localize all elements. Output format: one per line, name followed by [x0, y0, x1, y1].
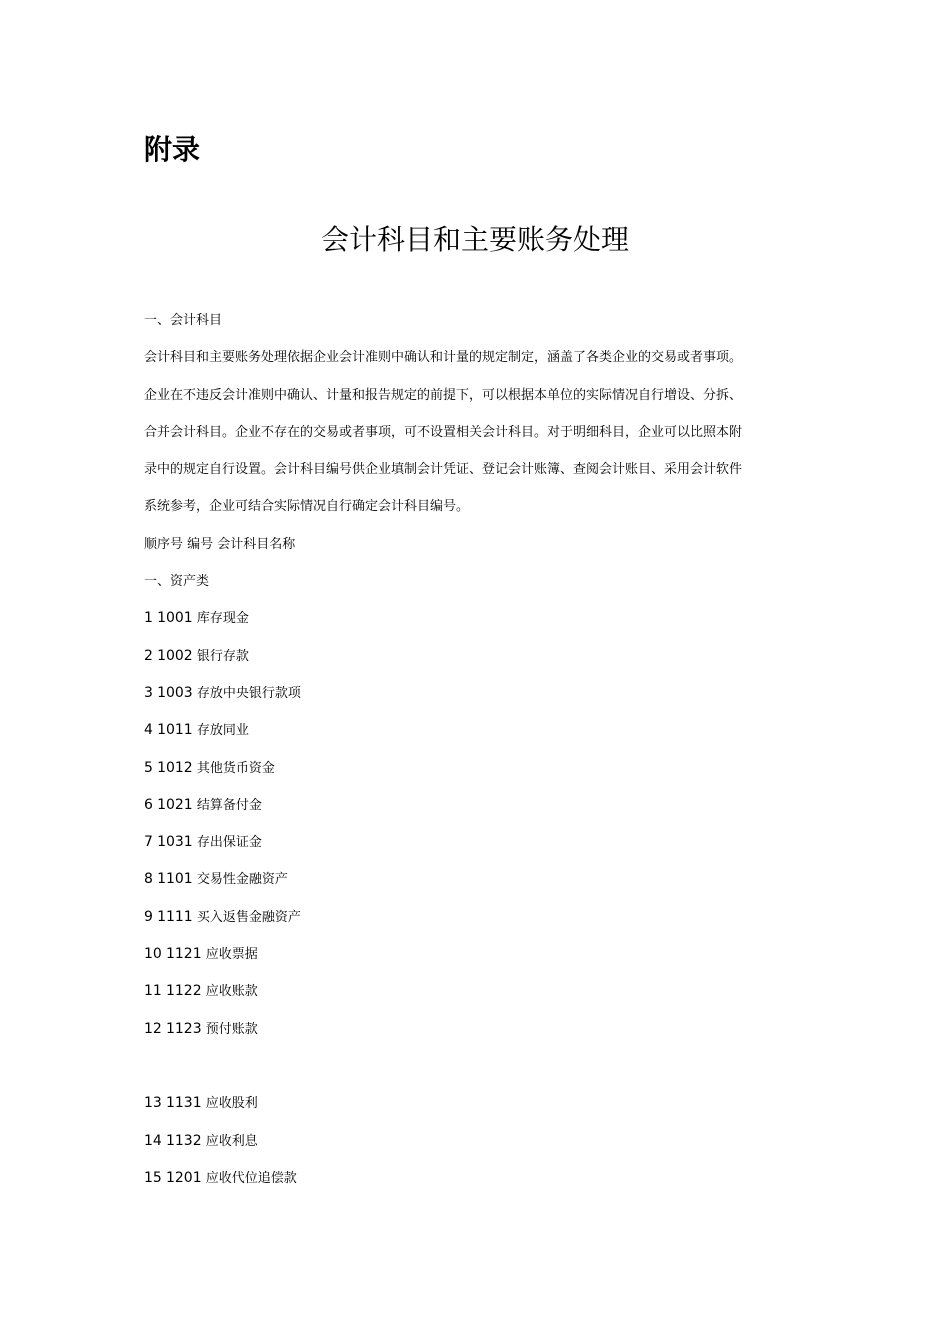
account-name: 应收利息	[205, 1133, 258, 1149]
account-code: 1132	[165, 1132, 202, 1149]
section-heading: 一、会计科目	[144, 313, 223, 328]
account-row	[144, 600, 814, 637]
document-body	[144, 302, 814, 1197]
account-row	[144, 824, 814, 861]
account-seq: 7	[144, 834, 153, 851]
account-row	[144, 638, 814, 675]
account-name: 其他货币资金	[196, 760, 275, 776]
account-name: 存放同业	[196, 723, 249, 739]
spacer	[144, 1048, 814, 1085]
appendix-heading: 附录	[144, 133, 201, 166]
account-name: 应收代位追偿款	[205, 1170, 297, 1186]
account-seq: 3	[144, 684, 153, 701]
account-seq: 9	[144, 908, 153, 925]
account-name: 存出保证金	[196, 835, 262, 851]
account-code: 1121	[165, 946, 202, 963]
intro-line: 合并会计科目。企业不存在的交易或者事项，可不设置相关会计科目。对于明细科目，企业可以比照本附	[144, 424, 743, 440]
account-name: 结算备付金	[196, 797, 262, 813]
account-name: 应收账款	[205, 984, 258, 1000]
account-row	[144, 899, 814, 936]
account-code: 1031	[157, 834, 193, 851]
account-row	[144, 861, 814, 898]
account-code: 1101	[157, 871, 193, 888]
account-name: 买入返售金融资产	[196, 909, 301, 925]
account-code: 1111	[157, 908, 193, 925]
account-name: 应收票据	[205, 947, 258, 963]
intro-line: 会计科目和主要账务处理依据企业会计准则中确认和计量的规定制定，涵盖了各类企业的交易或者事项。	[144, 350, 743, 366]
account-seq: 6	[144, 796, 153, 813]
account-code: 1123	[165, 1020, 202, 1037]
account-name: 交易性金融资产	[196, 872, 288, 888]
intro-line: 系统参考，企业可结合实际情况自行确定会计科目编号。	[144, 499, 470, 515]
account-seq: 4	[144, 722, 153, 739]
account-seq: 12	[144, 1020, 162, 1037]
account-name: 预付账款	[205, 1021, 258, 1037]
account-row	[144, 936, 814, 973]
column-header: 顺序号 编号 会计科目名称	[144, 536, 296, 552]
account-seq: 14	[144, 1132, 162, 1149]
account-code: 1201	[165, 1169, 202, 1186]
account-seq: 1	[144, 610, 153, 627]
account-row	[144, 750, 814, 787]
account-name: 库存现金	[196, 611, 249, 627]
account-code: 1001	[157, 610, 193, 627]
account-row	[144, 787, 814, 824]
document-title: 会计科目和主要账务处理	[320, 223, 629, 256]
account-row	[144, 675, 814, 712]
account-code: 1021	[157, 796, 193, 813]
intro-line: 录中的规定自行设置。会计科目编号供企业填制会计凭证、登记会计账簿、查阅会计账目、采用会计软件	[144, 462, 743, 478]
account-code: 1002	[157, 647, 193, 664]
account-row	[144, 1085, 814, 1122]
account-name: 应收股利	[205, 1096, 258, 1112]
account-code: 1122	[165, 983, 202, 1000]
account-code: 1131	[165, 1095, 202, 1112]
account-row	[144, 1123, 814, 1160]
account-list	[144, 600, 814, 1048]
category-heading: 一、资产类	[144, 574, 210, 590]
intro-line: 企业在不违反会计准则中确认、计量和报告规定的前提下，可以根据本单位的实际情况自行增设、分拆、	[144, 387, 743, 403]
account-seq: 2	[144, 647, 153, 664]
account-seq: 5	[144, 759, 153, 776]
account-list	[144, 1085, 814, 1197]
account-code: 1011	[157, 722, 193, 739]
account-code: 1003	[157, 684, 193, 701]
account-code: 1012	[157, 759, 193, 776]
account-seq: 11	[144, 983, 162, 1000]
account-name: 存放中央银行款项	[196, 685, 301, 701]
account-seq: 13	[144, 1095, 162, 1112]
account-seq: 8	[144, 871, 153, 888]
account-seq: 10	[144, 946, 162, 963]
account-row	[144, 1160, 814, 1197]
account-row	[144, 973, 814, 1010]
account-name: 银行存款	[196, 648, 249, 664]
account-row	[144, 712, 814, 749]
account-seq: 15	[144, 1169, 162, 1186]
account-row	[144, 1011, 814, 1048]
